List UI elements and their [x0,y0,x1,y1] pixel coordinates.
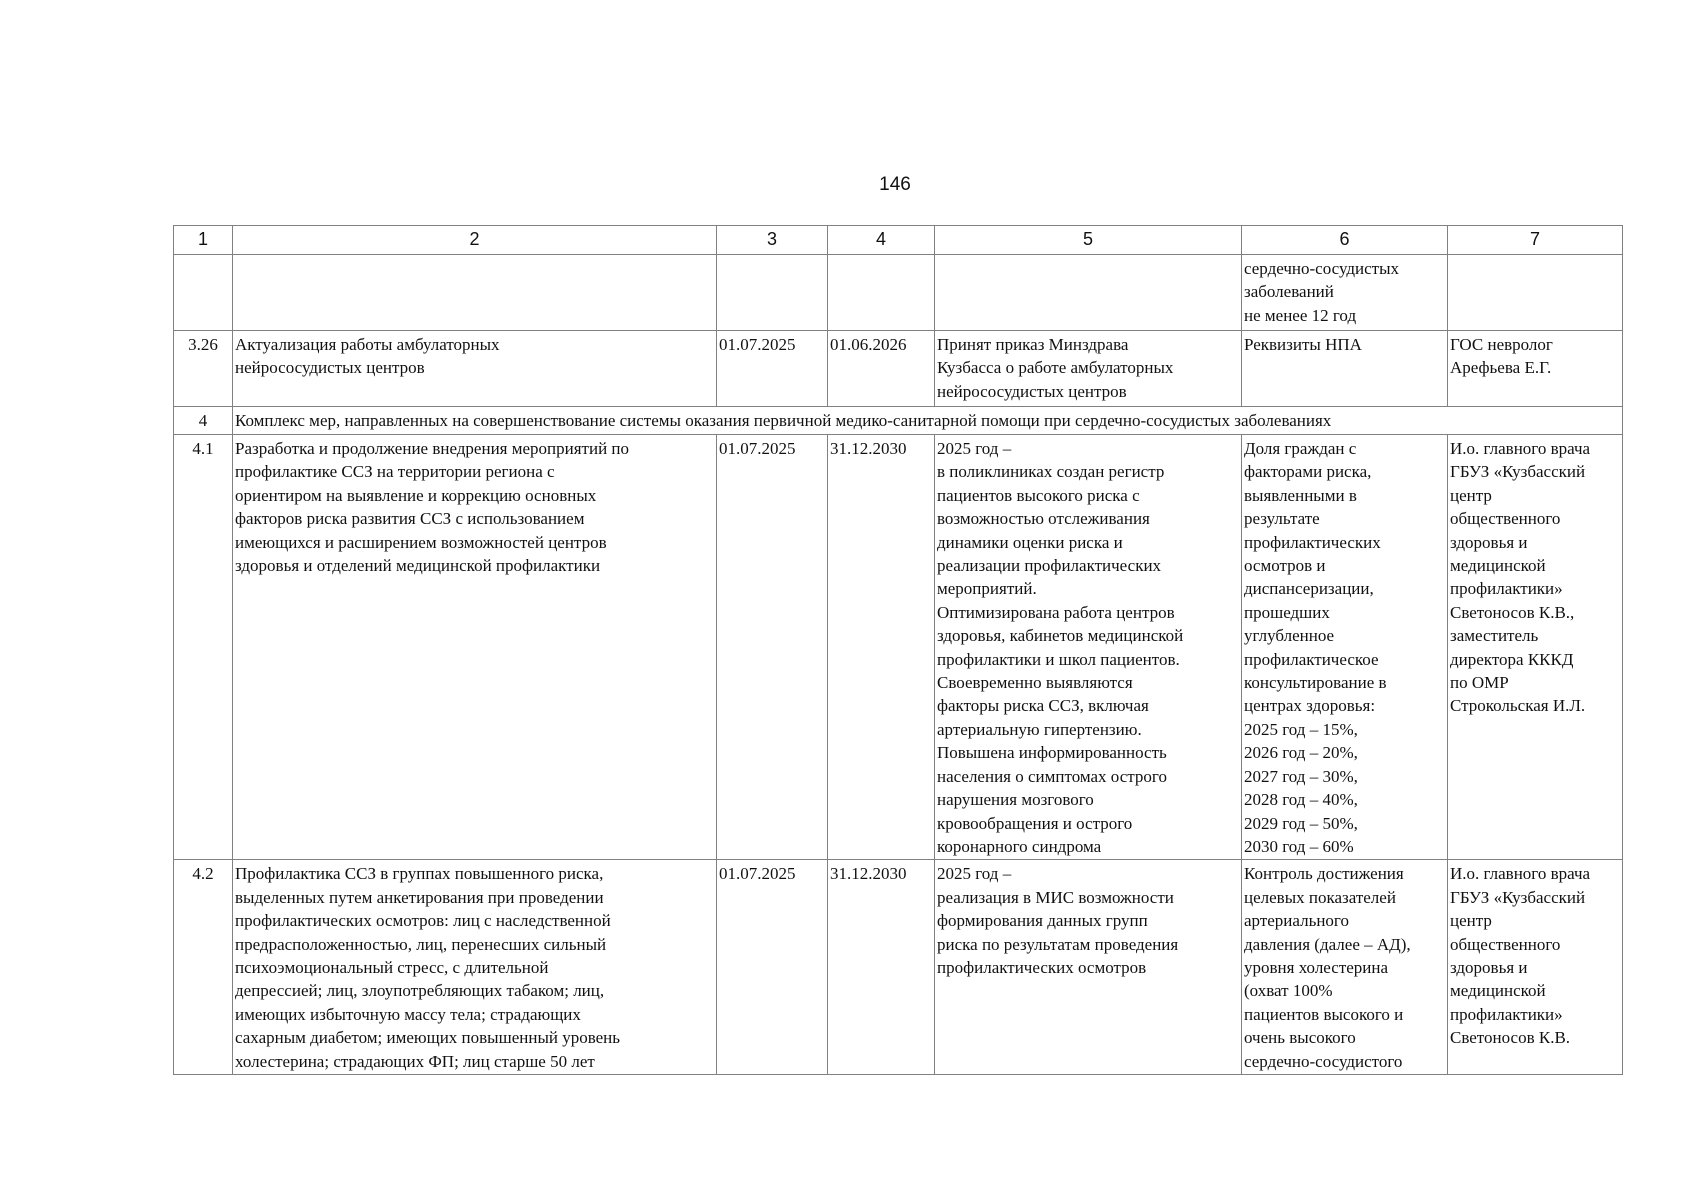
row-number: 4.1 [174,435,233,860]
column-header-3: 3 [717,226,828,255]
column-header-5: 5 [935,226,1242,255]
column-header-1: 1 [174,226,233,255]
result-cell [935,255,1242,331]
activity-cell [233,255,717,331]
responsible-cell: И.о. главного врача ГБУЗ «Кузбасский центр общественного здоровья и медицинской профилактики» Светоносов К.В. [1448,860,1623,1075]
row-number [174,255,233,331]
table-row-3-26 [174,331,1623,407]
indicator-cell: Контроль достижения целевых показателей артериального давления (далее – АД), уровня холестерина (охват 100% пациентов высокого и очень высокого сердечно-сосудистого [1242,860,1448,1075]
section-title: Комплекс мер, направленных на совершенствование системы оказания первичной медико-санитарной помощи при сердечно-сосудистых заболеваниях [233,407,1623,435]
start-date-cell [717,255,828,331]
result-cell: 2025 год – реализация в МИС возможности формирования данных групп риска по результатам проведения профилактических осмотров [935,860,1242,1075]
indicator-cell: Доля граждан с факторами риска, выявленными в результате профилактических осмотров и диспансеризации, прошедших углубленное профилактическое консультирование в центрах здоровья: 2025 год – 15%, 2026 год – 20%, 2027 год – 30%, 2028 год – 40%, 2029 год – 50%, 2030 год – 60% [1242,435,1448,860]
row-number: 4.2 [174,860,233,1075]
section-number: 4 [174,407,233,435]
result-cell: Принят приказ Минздрава Кузбасса о работе амбулаторных нейрососудистых центров [935,331,1242,407]
activity-cell: Разработка и продолжение внедрения мероприятий по профилактике ССЗ на территории региона с ориентиром на выявление и коррекцию основных факторов риска развития ССЗ с использованием имеющихся и расширением возможностей центров здоровья и отделений медицинской профилактики [233,435,717,860]
indicator-cell: сердечно-сосудистых заболеваний не менее 12 год [1242,255,1448,331]
table-row-4-2 [174,860,1623,1075]
start-date-cell: 01.07.2025 [717,435,828,860]
activity-cell: Профилактика ССЗ в группах повышенного риска, выделенных путем анкетирования при проведении профилактических осмотров: лиц с наследственной предрасположенностью, лиц, перенесших сильный психоэмоциональный стресс, с длительной депрессией; лиц, злоупотребляющих табаком; лиц, имеющих избыточную массу тела; страдающих сахарным диабетом; имеющих повышенный уровень холестерина; страдающих ФП; лиц старше 50 лет [233,860,717,1075]
responsible-cell: ГОС невролог Арефьева Е.Г. [1448,331,1623,407]
result-cell: 2025 год – в поликлиниках создан регистр пациентов высокого риска с возможностью отслеживания динамики оценки риска и реализации профилактических мероприятий. Оптимизирована работа центров здоровья, кабинетов медицинской профилактики и школ пациентов. Своевременно выявляются факторы риска ССЗ, включая артериальную гипертензию. Повышена информированность населения о симптомах острого нарушения мозгового кровообращения и острого коронарного синдрома [935,435,1242,860]
header-row [174,226,1623,255]
column-header-4: 4 [828,226,935,255]
section-row-4 [174,407,1623,435]
responsible-cell: И.о. главного врача ГБУЗ «Кузбасский центр общественного здоровья и медицинской профилактики» Светоносов К.В., заместитель директора КККД по ОМР Строкольская И.Л. [1448,435,1623,860]
column-header-6: 6 [1242,226,1448,255]
page-number: 146 [879,174,911,195]
measures-table [173,225,1623,1075]
responsible-cell [1448,255,1623,331]
table-row-continuation [174,255,1623,331]
indicator-cell: Реквизиты НПА [1242,331,1448,407]
column-header-7: 7 [1448,226,1623,255]
start-date-cell: 01.07.2025 [717,860,828,1075]
table-row-4-1 [174,435,1623,860]
end-date-cell: 31.12.2030 [828,435,935,860]
start-date-cell: 01.07.2025 [717,331,828,407]
end-date-cell: 01.06.2026 [828,331,935,407]
end-date-cell [828,255,935,331]
activity-cell: Актуализация работы амбулаторных нейрососудистых центров [233,331,717,407]
end-date-cell: 31.12.2030 [828,860,935,1075]
column-header-2: 2 [233,226,717,255]
row-number: 3.26 [174,331,233,407]
